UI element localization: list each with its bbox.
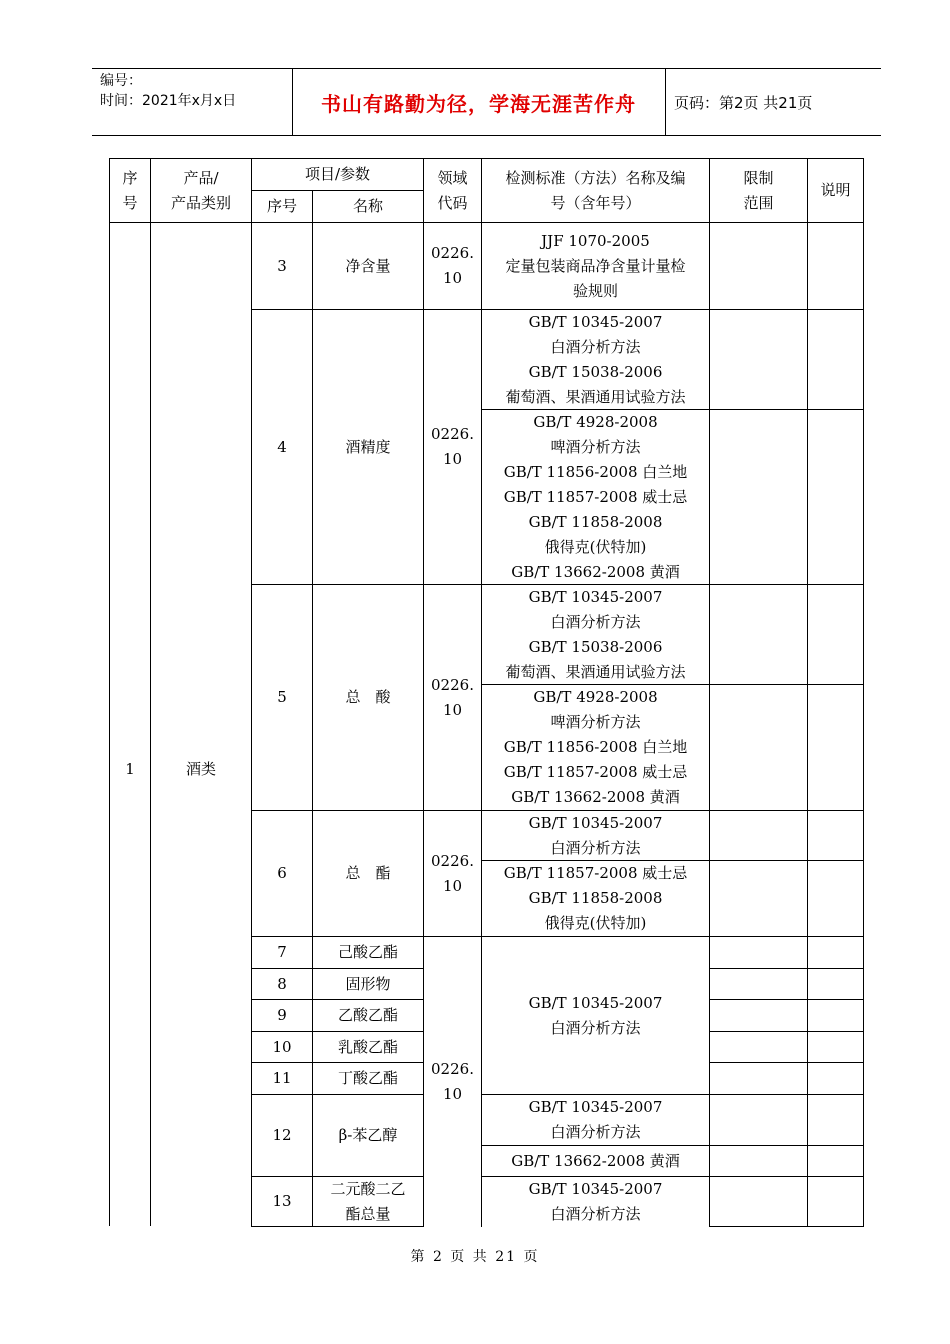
group-product: 酒类: [185, 759, 216, 778]
item-name: 己酸乙酯: [337, 943, 398, 961]
item-no: 7: [277, 943, 287, 961]
grid-line: [481, 409, 863, 410]
item-no: 11: [272, 1069, 292, 1087]
grid-line: [709, 968, 863, 969]
grid-line: [423, 158, 424, 1227]
page-footer: 第 2 页 共 21 页: [410, 1249, 540, 1265]
grid-line: [109, 158, 863, 159]
header-sub-seq: 序号: [266, 197, 297, 215]
item-name: 净含量: [345, 256, 391, 275]
header-product: 产品/ 产品类别: [170, 168, 231, 212]
item-code: 0226. 10: [431, 244, 474, 287]
header-page-number: 页码：第2页 共21页: [674, 93, 813, 112]
item-name: 丁酸乙酯: [337, 1069, 398, 1087]
item-standard: GB/T 10345-2007 白酒分析方法: [528, 1179, 663, 1223]
grid-line: [251, 158, 252, 1227]
item-name: 固形物: [345, 974, 391, 993]
item-standard: GB/T 4928-2008 啤酒分析方法 GB/T 11856-2008 白兰地 GB/T 11857-2008 威士忌 GB/T 11858-2008 俄得克(伏特加) GB/T 13662-2008 黄酒: [503, 412, 688, 581]
item-name: 总 酸: [345, 688, 391, 706]
header-seq: 序 号: [122, 168, 138, 212]
item-standard: GB/T 10345-2007 白酒分析方法 GB/T 15038-2006 葡萄酒、果酒通用试验方法: [505, 312, 686, 406]
item-code: 0226. 10: [431, 1059, 474, 1103]
item-code: 0226. 10: [431, 675, 474, 719]
item-standard: GB/T 10345-2007 白酒分析方法 GB/T 15038-2006 葡萄酒、果酒通用试验方法: [505, 587, 686, 681]
item-no: 6: [277, 864, 287, 882]
grid-line: [251, 1226, 423, 1227]
grid-line: [251, 810, 863, 811]
item-no: 12: [272, 1126, 292, 1144]
item-standard: GB/T 11857-2008 威士忌 GB/T 11858-2008 俄得克(伏特加): [503, 864, 688, 932]
item-code: 0226. 10: [431, 851, 474, 895]
header-sub-name: 名称: [352, 197, 383, 215]
grid-line: [481, 1094, 863, 1095]
grid-line: [481, 158, 482, 1227]
grid-line: [251, 584, 863, 585]
page-header: [92, 68, 881, 136]
item-no: 3: [277, 256, 287, 275]
grid-line: [251, 309, 863, 310]
grid-line: [150, 158, 151, 1226]
grid-line: [807, 158, 808, 1227]
header-left: [100, 71, 236, 111]
item-no: 5: [277, 688, 287, 706]
item-name: 总 酯: [345, 864, 391, 882]
grid-line: [109, 222, 863, 223]
item-standard: GB/T 10345-2007 白酒分析方法: [528, 813, 663, 857]
item-no: 9: [277, 1006, 287, 1024]
grid-line: [709, 1031, 863, 1032]
item-name: 乳酸乙酯: [337, 1037, 398, 1056]
doc-number-label: 编号：: [100, 73, 142, 89]
grid-line: [709, 999, 863, 1000]
item-no: 13: [272, 1192, 292, 1210]
grid-line: [251, 936, 863, 937]
header-standard: 检测标准（方法）名称及编 号（含年号）: [505, 168, 686, 212]
item-name: β-苯乙醇: [338, 1126, 398, 1144]
grid-line: [109, 158, 110, 1226]
grid-line: [251, 1176, 423, 1177]
header-field-code: 领域 代码: [437, 168, 468, 212]
header-motto: 书山有路勤为径，学海无涯苦作舟: [321, 91, 636, 116]
grid-line: [251, 1094, 423, 1095]
header-item-param: 项目/参数: [304, 165, 371, 183]
grid-line: [312, 190, 313, 1227]
grid-line: [481, 1176, 863, 1177]
header-divider: [665, 69, 666, 135]
item-standard: GB/T 10345-2007 白酒分析方法: [528, 1098, 663, 1141]
grid-line: [481, 1145, 863, 1146]
group-seq: 1: [125, 759, 135, 778]
item-name: 乙酸乙酯: [337, 1006, 398, 1024]
item-name: 二元酸二乙 酯总量: [330, 1179, 406, 1223]
grid-line: [709, 1062, 863, 1063]
time-label: 时间：2021年x月x日: [100, 93, 237, 109]
item-standard: JJF 1070-2005 定量包装商品净含量计量检 验规则: [505, 231, 686, 300]
item-no: 10: [272, 1037, 292, 1056]
grid-line: [251, 1062, 423, 1063]
item-name: 酒精度: [345, 437, 391, 456]
grid-line: [863, 158, 864, 1227]
grid-line: [251, 1031, 423, 1032]
header-note: 说明: [820, 181, 851, 199]
header-limit: 限制 范围: [743, 168, 774, 212]
item-no: 8: [277, 974, 287, 993]
item-standard: GB/T 10345-2007 白酒分析方法: [528, 993, 663, 1037]
grid-line: [251, 999, 423, 1000]
grid-line: [251, 190, 423, 191]
grid-line: [481, 860, 863, 861]
item-code: 0226. 10: [431, 425, 474, 468]
grid-line: [481, 684, 863, 685]
item-standard: GB/T 13662-2008 黄酒: [511, 1151, 680, 1170]
grid-line: [709, 1226, 863, 1227]
grid-line: [251, 968, 423, 969]
grid-line: [709, 158, 710, 1227]
item-no: 4: [277, 437, 287, 456]
item-standard: GB/T 4928-2008 啤酒分析方法 GB/T 11856-2008 白兰地 GB/T 11857-2008 威士忌 GB/T 13662-2008 黄酒: [503, 688, 688, 806]
